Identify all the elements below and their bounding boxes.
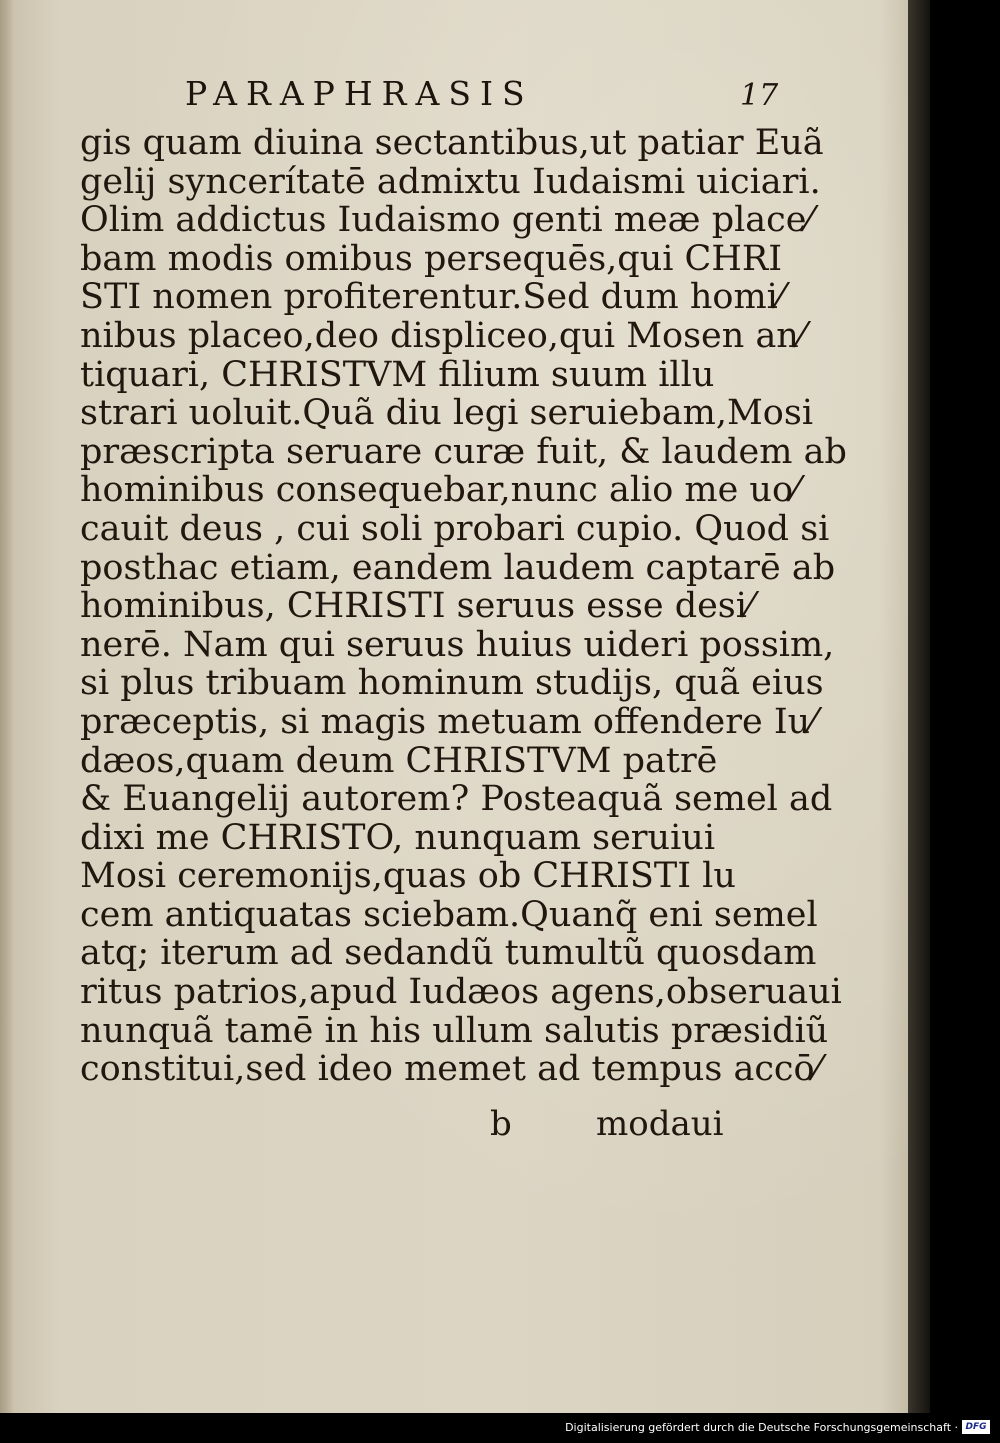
text-line: nunquã tamē in his ullum salutis præsidiũ: [80, 1010, 829, 1051]
text-line: nerē. Nam qui seruus huius uideri possim,: [80, 624, 835, 665]
text-line: præceptis, si magis metuam offendere Iu⁄: [80, 701, 817, 742]
text-line: Olim addictus Iudaismo genti meæ place⁄: [80, 200, 813, 241]
text-line: constitui,sed ideo memet ad tempus accō⁄: [80, 1049, 821, 1090]
page-edge-shadow: [908, 0, 930, 1413]
text-line: præscripta seruare curæ fuit, & laudem ab: [80, 431, 847, 472]
text-line: dæos,quam deum CHRISTVM patrē: [80, 740, 718, 781]
footer-bar: [0, 1413, 1000, 1443]
text-line: cauit deus , cui soli probari cupio. Quod si: [80, 508, 830, 549]
text-line: hominibus, CHRISTI seruus esse desi⁄: [80, 586, 753, 627]
running-head: PARAPHRASIS: [185, 74, 534, 113]
text-line: tiquari, CHRISTVM filium suum illu: [80, 354, 715, 395]
dfg-logo-icon: DFG: [962, 1420, 990, 1434]
text-line: hominibus consequebar,nunc alio me uo⁄: [80, 470, 799, 511]
catchword: modaui: [596, 1104, 724, 1144]
body-text: [80, 123, 847, 1090]
text-line: cem antiquatas sciebam.Quanq̃ eni semel: [80, 894, 818, 935]
text-line: bam modis omibus persequēs,qui CHRI: [80, 238, 783, 279]
text-line: nibus placeo,deo displiceo,qui Mosen an⁄: [80, 315, 805, 356]
signature-mark: b: [490, 1104, 512, 1144]
text-line: atq; iterum ad sedandũ tumultũ quosdam: [80, 933, 817, 974]
funding-credit: Digitalisierung gefördert durch die Deutsche Forschungsgemeinschaft ·: [565, 1421, 958, 1434]
text-line: STI nomen profiterentur.Sed dum homi⁄: [80, 277, 784, 318]
text-line: Mosi ceremonijs,quas ob CHRISTI lu: [80, 856, 736, 897]
text-line: posthac etiam, eandem laudem captarē ab: [80, 547, 836, 588]
text-line: dixi me CHRISTO, nunquam seruiui: [80, 817, 716, 858]
text-line: strari uoluit.Quã diu legi seruiebam,Mosi: [80, 393, 814, 434]
text-line: & Euangelij autorem? Posteaquã semel ad: [80, 779, 833, 820]
text-line: ritus patrios,apud Iudæos agens,obseruaui: [80, 972, 842, 1013]
text-line: gis quam diuina sectantibus,ut patiar Euã: [80, 123, 824, 163]
text-line: gelij syncerítatē admixtu Iudaismi uiciari.: [80, 161, 821, 202]
text-line: si plus tribuam hominum studijs, quã eius: [80, 663, 824, 704]
folio-number: 17: [740, 78, 779, 113]
